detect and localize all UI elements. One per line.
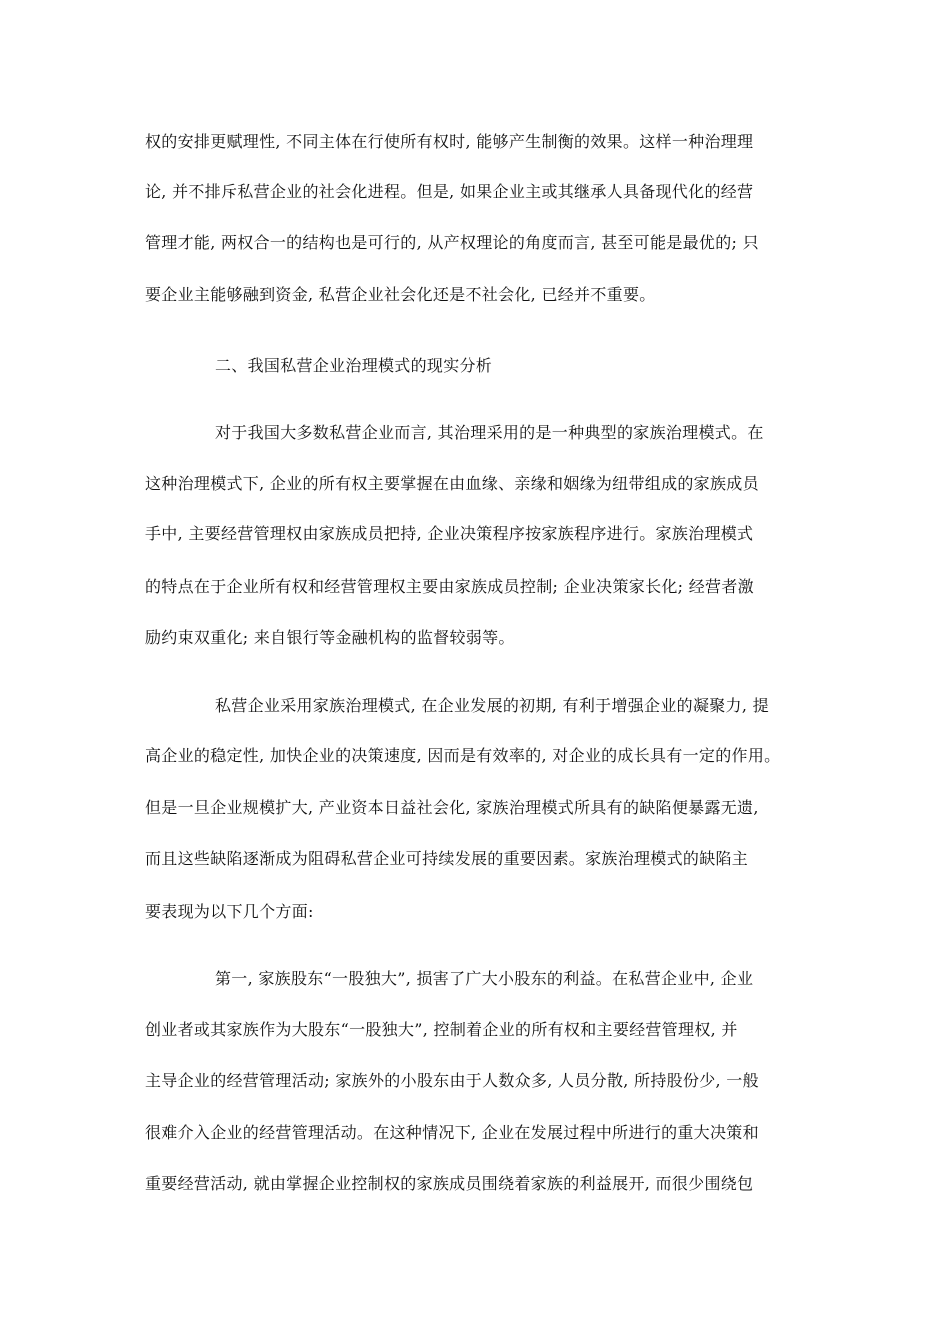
text-line: 这种治理模式下, 企业的所有权主要掌握在由血缘、亲缘和姻缘为纽带组成的家族成员 <box>145 474 759 493</box>
text-line: 要企业主能够融到资金, 私营企业社会化还是不社会化, 已经并不重要。 <box>145 285 656 304</box>
text-line: 论, 并不排斥私营企业的社会化进程。但是, 如果企业主或其继承人具备现代化的经营 <box>145 182 754 201</box>
text-line: 第一, 家族股东“一股独大”, 损害了广大小股东的利益。在私营企业中, 企业 <box>215 969 754 988</box>
text-line: 要表现为以下几个方面: <box>145 902 314 921</box>
text-line: 而且这些缺陷逐渐成为阻碍私营企业可持续发展的重要因素。家族治理模式的缺陷主 <box>145 849 749 868</box>
text-line: 高企业的稳定性, 加快企业的决策速度, 因而是有效率的, 对企业的成长具有一定的作用。 <box>145 746 781 765</box>
text-line: 创业者或其家族作为大股东“一股独大”, 控制着企业的所有权和主要经营管理权, 并 <box>145 1020 738 1039</box>
text-line: 励约束双重化; 来自银行等金融机构的监督较弱等。 <box>145 628 515 647</box>
text-line: 手中, 主要经营管理权由家族成员把持, 企业决策程序按家族程序进行。家族治理模式 <box>145 524 754 543</box>
text-line: 私营企业采用家族治理模式, 在企业发展的初期, 有利于增强企业的凝聚力, 提 <box>215 696 769 715</box>
text-line: 主导企业的经营管理活动; 家族外的小股东由于人数众多, 人员分散, 所持股份少, 一般 <box>145 1071 759 1090</box>
text-line: 但是一旦企业规模扩大, 产业资本日益社会化, 家族治理模式所具有的缺陷便暴露无遗, <box>145 798 759 817</box>
text-line: 重要经营活动, 就由掌握企业控制权的家族成员围绕着家族的利益展开, 而很少围绕包 <box>145 1174 754 1193</box>
section-heading: 二、我国私营企业治理模式的现实分析 <box>215 356 493 375</box>
text-line: 的特点在于企业所有权和经营管理权主要由家族成员控制; 企业决策家长化; 经营者激 <box>145 577 754 596</box>
text-line: 对于我国大多数私营企业而言, 其治理采用的是一种典型的家族治理模式。在 <box>215 423 764 442</box>
text-line: 权的安排更赋理性, 不同主体在行使所有权时, 能够产生制衡的效果。这样一种治理理 <box>145 132 754 151</box>
text-line: 管理才能, 两权合一的结构也是可行的, 从产权理论的角度而言, 甚至可能是最优的; 只 <box>145 233 759 252</box>
text-line: 很难介入企业的经营管理活动。在这种情况下, 企业在发展过程中所进行的重大决策和 <box>145 1123 759 1142</box>
